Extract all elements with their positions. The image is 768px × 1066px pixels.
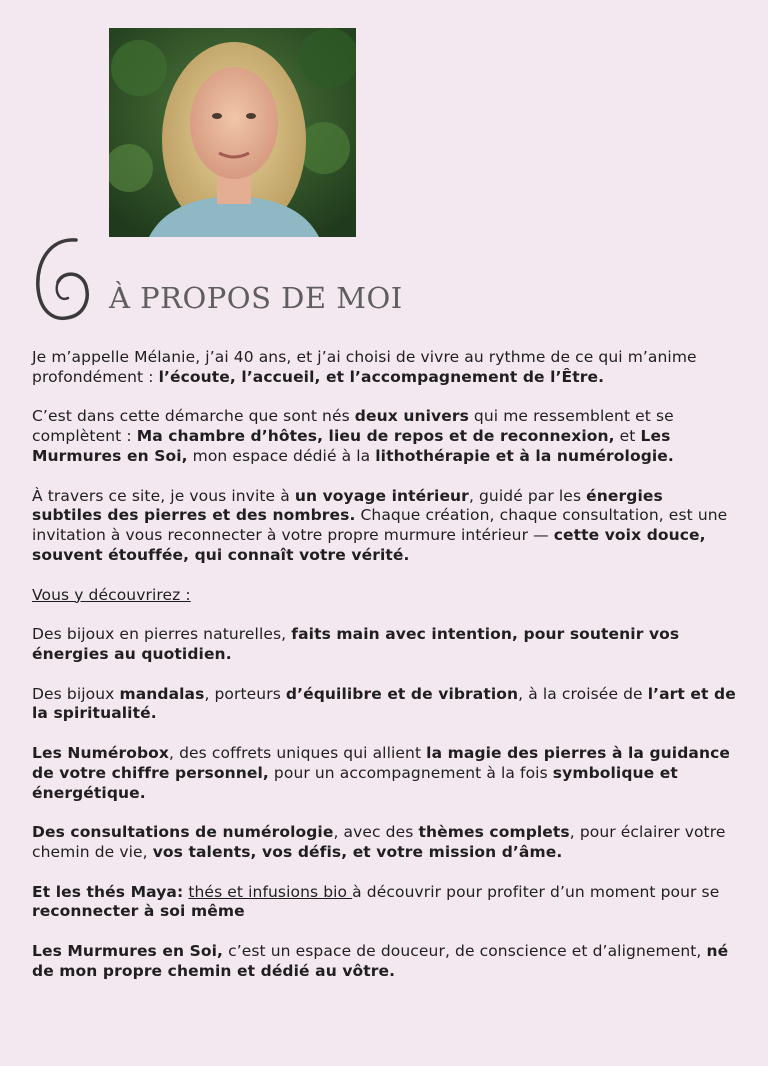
bold-span: énergies subtiles des pierres et des nombres. [32,486,663,525]
bold-span: un voyage intérieur [294,486,469,505]
bold-span: cette voix douce, souvent étouffée, qui connaît votre vérité. [32,526,706,564]
text-span: C’est dans cette démarche que sont nés [32,407,355,426]
mandalas-paragraph [32,685,736,725]
voyage-paragraph [32,487,736,566]
bold-span: Les Numérobox [32,743,170,762]
ornament-icon [30,232,96,324]
bijoux-paragraph [32,625,736,665]
bold-span: deux univers [354,407,469,426]
about-text [32,348,736,1001]
text-span: mon espace dédié à la [187,446,376,465]
thes-link[interactable]: thés et infusions bio [188,882,353,901]
text-span: c’est un espace de douceur, de conscience et d’alignement, [223,941,707,960]
intro-paragraph [32,348,736,388]
page-title: À PROPOS DE MOI [109,281,403,315]
text-span: à découvrir pour profiter d’un moment pour se [352,882,720,901]
bold-span: vos talents, vos défis, et votre mission d’âme. [152,842,563,861]
bold-span: Les Murmures en Soi, [32,427,671,465]
bold-span: Ma chambre d’hôtes, lieu de repos et de reconnexion, [136,427,615,446]
bold-span: né de mon propre chemin et dédié au vôtre. [32,941,729,980]
text-span: pour un accompagnement à la fois [268,763,553,782]
bold-span: Des consultations de numérologie [32,823,334,842]
text-span: Chaque création, chaque consultation, est une invitation à vous reconnecter à votre propre murmure intérieur — [32,506,728,545]
numerobox-paragraph [32,744,736,803]
closing-paragraph [32,942,736,982]
text-span: , avec des [333,823,419,842]
text-span: , des coffrets uniques qui allient [169,743,427,762]
discover-heading [32,586,736,606]
thes-maya-paragraph [32,883,736,923]
bold-span: Les Murmures en Soi, [32,941,224,960]
text-span: et [614,427,641,446]
bold-span: symbolique et énergétique. [32,763,678,802]
univers-paragraph [32,407,736,466]
text-span: Je m’appelle Mélanie, j’ai 40 ans, et j’ai choisi de vivre au rythme de ce qui m’anime profondément : [32,348,697,386]
text-span: , porteurs [204,684,286,703]
text-span: Des bijoux en pierres naturelles, [32,625,292,644]
text-span: À travers ce site, je vous invite à [32,486,295,505]
text-span: , guidé par les [468,486,587,505]
text-span: qui me ressemblent et se complètent : [32,407,674,446]
text-span: Des bijoux [32,684,120,703]
text-span: , à la croisée de [518,684,648,703]
underlined-span: Vous y découvrirez : [32,585,191,604]
bold-span: reconnecter à soi même [32,902,245,921]
bold-span: d’équilibre et de vibration [285,684,519,703]
profile-photo [109,28,356,237]
text-span: , pour éclairer votre chemin de vie, [32,823,726,861]
bold-span: la magie des pierres à la guidance de votre chiffre personnel, [32,743,730,782]
bold-span: l’écoute, l’accueil, et l’accompagnement de l’Être. [158,367,605,386]
bold-span: thèmes complets [418,823,570,842]
bold-span: mandalas [119,684,205,703]
bold-span: Et les thés Maya: [32,882,184,901]
bold-span: l’art et de la spiritualité. [32,684,736,723]
bold-span: lithothérapie et à la numérologie. [375,446,674,465]
bold-span: faits main avec intention, pour soutenir vos énergies au quotidien. [32,625,680,663]
consultations-paragraph [32,823,736,863]
